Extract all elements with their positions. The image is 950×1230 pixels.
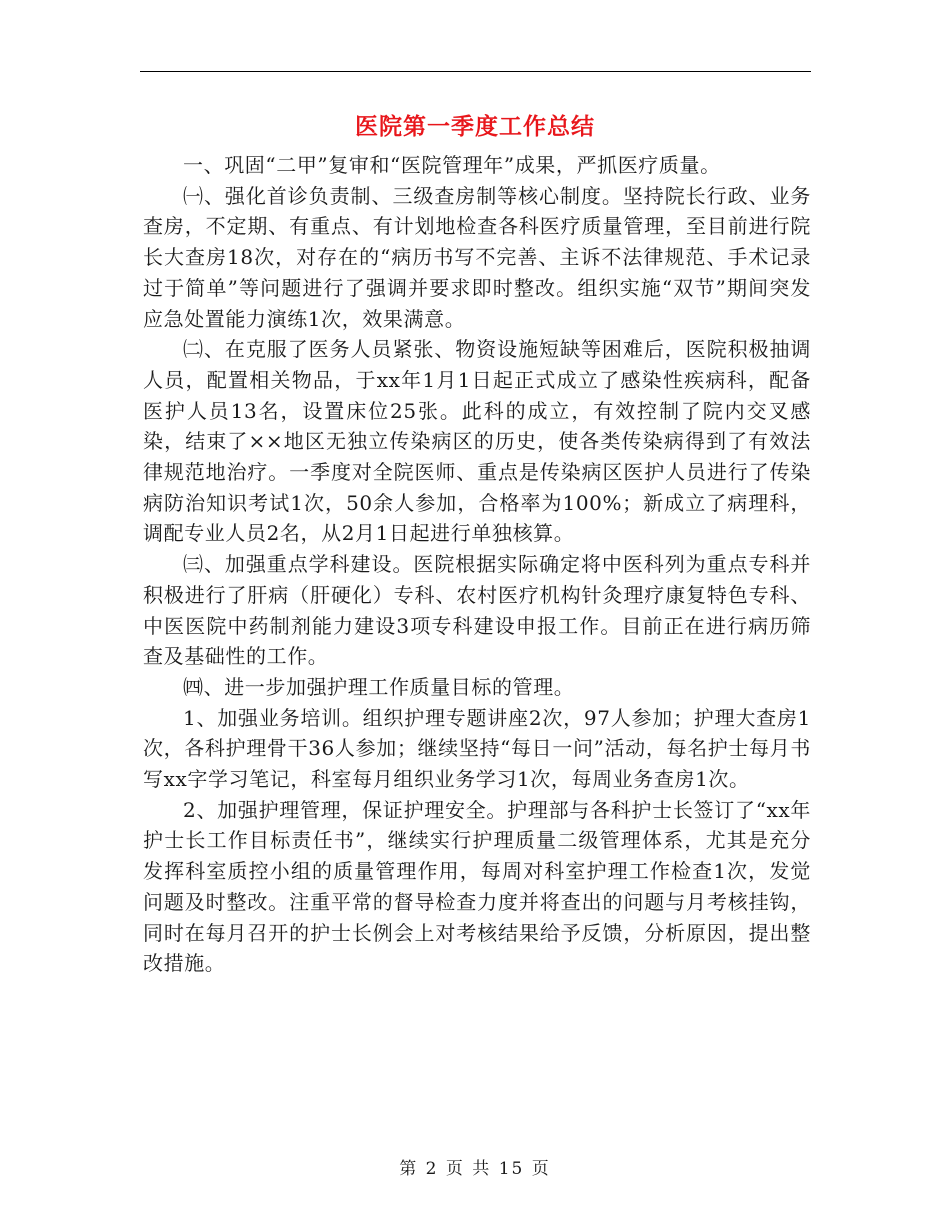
paragraph-section-1: 一、巩固“二甲”复审和“医院管理年”成果，严抓医疗质量。 xyxy=(183,153,721,177)
document-body xyxy=(143,150,811,979)
paragraph-item-3: ㈢、加强重点学科建设。医院根据实际确定将中医科列为重点专科并积极进行了肝病（肝硬化）专科、农村医疗机构针灸理疗康复特色专科、中医医院中药制剂能力建设3项专科建设申报工作。目前正在进行病历筛查及基础性的工作。 xyxy=(143,552,811,669)
paragraph-subitem-2: 2、加强护理管理，保证护理安全。护理部与各科护士长签订了“xx年护士长工作目标责任书”，继续实行护理质量二级管理体系，尤其是充分发挥科室质控小组的质量管理作用，每周对科室护理工作检查1次，发觉问题及时整改。注重平常的督导检查力度并将查出的问题与月考核挂钩，同时在每月召开的护士长例会上对考核结果给予反馈，分析原因，提出整改措施。 xyxy=(143,797,811,976)
paragraph-item-2: ㈡、在克服了医务人员紧张、物资设施短缺等困难后，医院积极抽调人员，配置相关物品，于xx年1月1日起正式成立了感染性疾病科，配备医护人员13名，设置床位25张。此科的成立，有效控制了院内交叉感染，结束了××地区无独立传染病区的历史，使各类传染病得到了有效法律规范地治疗。一季度对全院医师、重点是传染病区医护人员进行了传染病防治知识考试1次，50余人参加，合格率为100%；新成立了病理科，调配专业人员2名，从2月1日起进行单独核算。 xyxy=(143,337,811,546)
header-rule xyxy=(140,71,811,72)
paragraph-item-4: ㈣、进一步加强护理工作质量目标的管理。 xyxy=(183,674,575,699)
document-title: 医院第一季度工作总结 xyxy=(355,114,595,140)
page-footer: 第 2 页 共 15 页 xyxy=(399,1159,551,1179)
paragraph-item-1: ㈠、强化首诊负责制、三级查房制等核心制度。坚持院长行政、业务查房，不定期、有重点、有计划地检查各科医疗质量管理，至目前进行院长大查房18次，对存在的“病历书写不完善、主诉不法律规范、手术记录过于简单”等问题进行了强调并要求即时整改。组织实施“双节”期间突发应急处置能力演练1次，效果满意。 xyxy=(143,183,811,331)
paragraph-subitem-1: 1、加强业务培训。组织护理专题讲座2次，97人参加；护理大查房1次，各科护理骨干36人参加；继续坚持“每日一问”活动，每名护士每月书写xx字学习笔记，科室每月组织业务学习1次，每周业务查房1次。 xyxy=(143,705,811,792)
